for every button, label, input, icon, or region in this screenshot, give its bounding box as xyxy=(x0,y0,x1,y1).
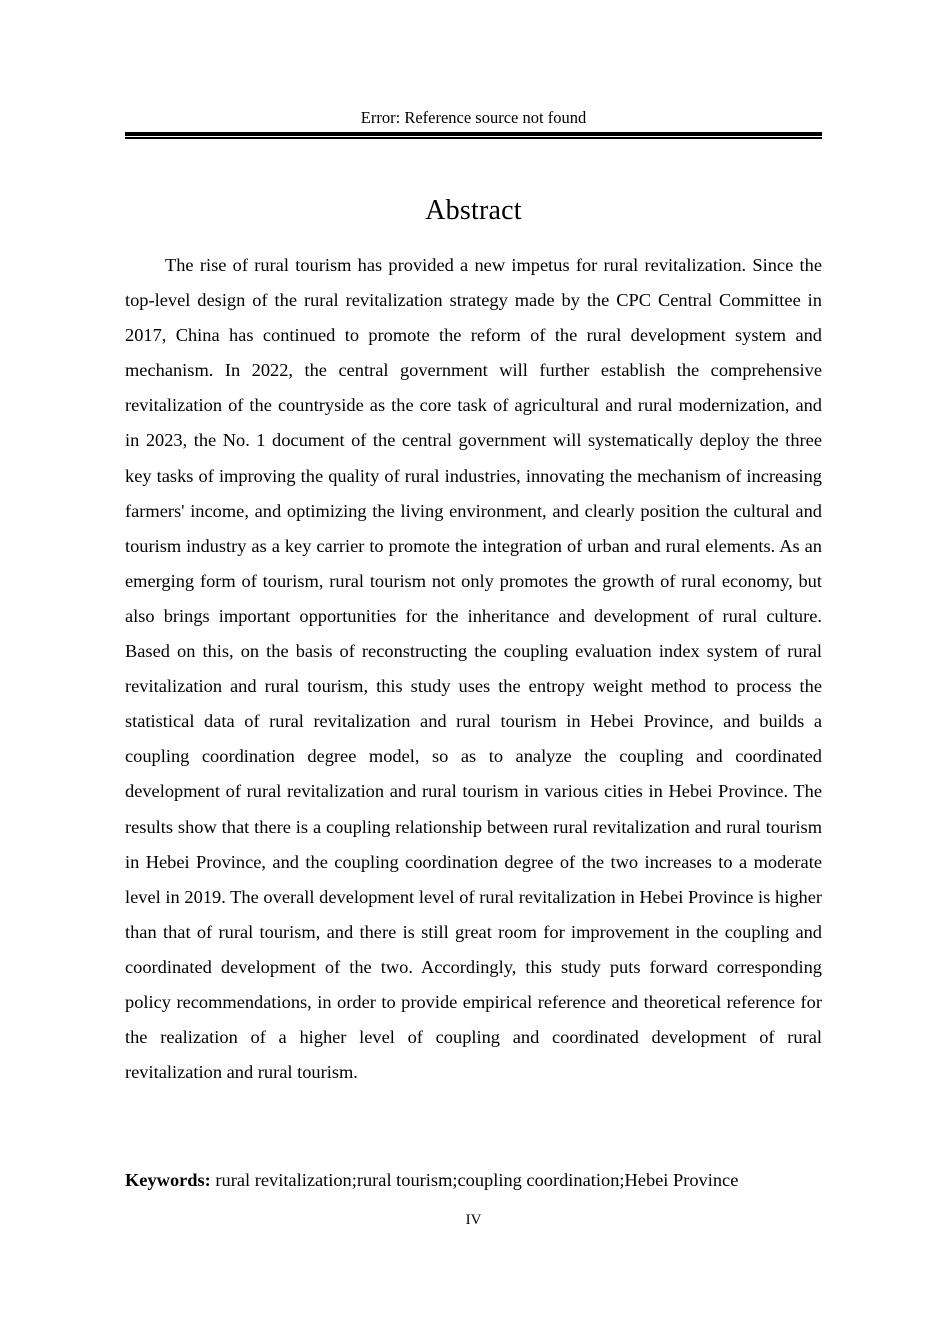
header-error-text: Error: Reference source not found xyxy=(360,108,587,127)
abstract-paragraph: The rise of rural tourism has provided a new impetus for rural revitalization. Since the top-level design of the rural revitalization strategy made by the CPC Central Committee in 2017, China has continued to promote the reform of the rural development system and mechanism. In 2022, the central government will further establish the comprehensive revitalization of the countryside as the core task of agricultural and rural modernization, and in 2023, the No. 1 document of the central government will systematically deploy the three key tasks of improving the quality of rural industries, innovating the mechanism of increasing farmers' income, and optimizing the living environment, and clearly position the cultural and tourism industry as a key carrier to promote the integration of urban and rural elements. As an emerging form of tourism, rural tourism not only promotes the growth of rural economy, but also brings important opportunities for the inheritance and development of rural culture. Based on this, on the basis of reconstructing the coupling evaluation index system of rural revitalization and rural tourism, this study uses the entropy weight method to process the statistical data of rural revitalization and rural tourism in Hebei Province, and builds a coupling coordination degree model, so as to analyze the coupling and coordinated development of rural revitalization and rural tourism in various cities in Hebei Province. The results show that there is a coupling relationship between rural revitalization and rural tourism in Hebei Province, and the coupling coordination degree of the two increases to a moderate level in 2019. The overall development level of rural revitalization in Hebei Province is higher than that of rural tourism, and there is still great room for improvement in the coupling and coordinated development of the two. Accordingly, this study puts forward corresponding policy recommendations, in order to provide empirical reference and theoretical reference for the realization of a higher level of coupling and coordinated development of rural revitalization and rural tourism. xyxy=(125,255,822,1083)
page-header xyxy=(125,108,822,139)
page-title: Abstract xyxy=(425,194,522,226)
page-number-footer: IV xyxy=(465,1212,482,1228)
abstract-body-area xyxy=(125,248,822,1090)
header-divider-rule xyxy=(125,132,822,139)
keywords-label: Keywords: xyxy=(125,1170,211,1190)
keywords-value: rural revitalization;rural tourism;coupling coordination;Hebei Province xyxy=(215,1170,739,1190)
keywords-line xyxy=(125,1163,885,1198)
